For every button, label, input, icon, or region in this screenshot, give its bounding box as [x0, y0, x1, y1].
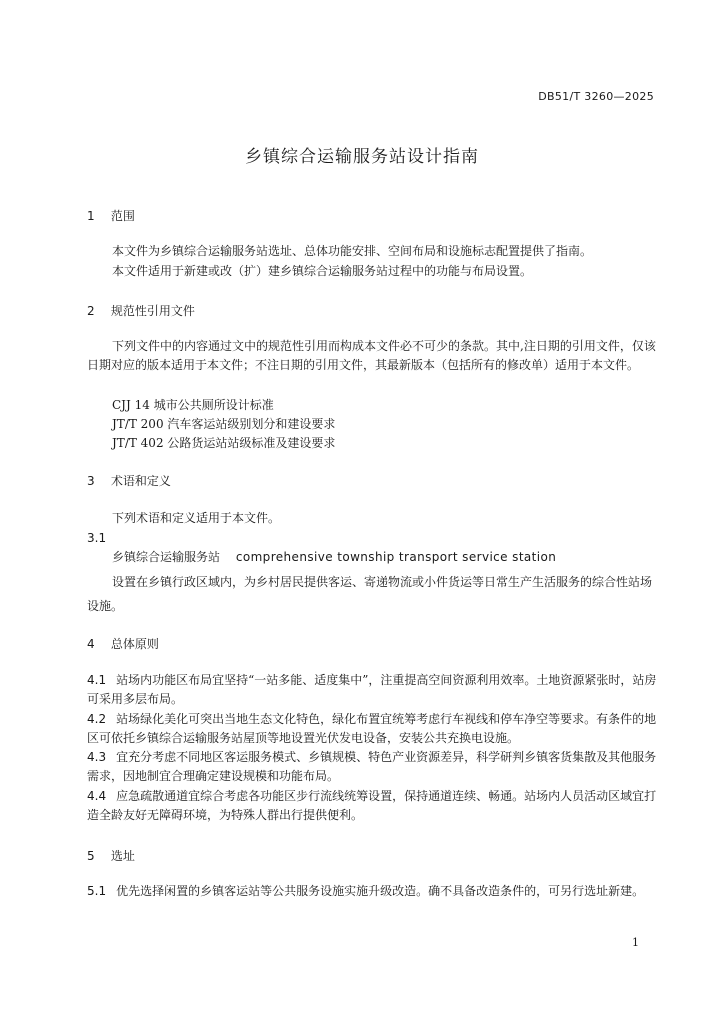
term-entry	[87, 548, 682, 567]
clause-text: 站场绿化美化可突出当地生态文化特色，绿化布置宜统筹考虑行车视线和停车净空等要求。有条件的地区可依托乡镇综合运输服务站屋顶等地设置光伏发电设备，安装公共充换电设施。	[87, 712, 657, 745]
clause	[87, 710, 657, 748]
section-heading-5	[87, 847, 135, 864]
paragraph: 本文件适用于新建或改（扩）建乡镇综合运输服务站过程中的功能与布局设置。	[112, 264, 533, 278]
term-chinese: 乡镇综合运输服务站	[112, 550, 221, 564]
reference-item: CJJ 14 城市公共厕所设计标准	[112, 398, 274, 412]
clause	[87, 671, 657, 709]
section-number: 3	[87, 474, 95, 488]
reference-item: JT/T 402 公路货运站站级标准及建设要求	[112, 436, 336, 450]
section-title: 总体原则	[110, 637, 159, 651]
page-number: 1	[632, 936, 639, 949]
paragraph: 下列术语和定义适用于本文件。	[112, 511, 281, 525]
paragraph: 下列文件中的内容通过文中的规范性引用而构成本文件必不可少的条款。其中,注日期的引用文件，仅该日期对应的版本适用于本文件；不注日期的引用文件，其最新版本（包括所有的修改单）适用于本文件。	[87, 339, 656, 372]
reference-item: JT/T 200 汽车客运站级别划分和建设要求	[112, 417, 336, 431]
section-number: 4	[87, 637, 95, 651]
clause	[87, 882, 657, 901]
clause-text: 站场内功能区布局宜坚持“一站多能、适度集中”，注重提高空间资源利用效率。土地资源紧张时，站房可采用多层布局。	[87, 673, 657, 706]
clause-text: 宜充分考虑不同地区客运服务模式、乡镇规模、特色产业资源差异，科学研判乡镇客货集散及其他服务需求，因地制宜合理确定建设规模和功能布局。	[87, 750, 657, 783]
section-number: 1	[87, 209, 95, 223]
section-title: 规范性引用文件	[110, 304, 195, 318]
section-title: 选址	[110, 849, 135, 863]
section-number: 5	[87, 849, 95, 863]
term-english: comprehensive township transport service station	[235, 550, 557, 564]
section-heading-2	[87, 302, 195, 319]
section-heading-3	[87, 472, 171, 489]
term-definition: 设置在乡镇行政区域内，为乡村居民提供客运、寄递物流或小件货运等日常生产生活服务的综合性站场设施。	[87, 575, 653, 613]
section-title: 范围	[110, 209, 135, 223]
clause	[87, 787, 657, 825]
section-number: 2	[87, 304, 95, 318]
section-heading-1	[87, 207, 135, 224]
clause-text: 应急疏散通道宜综合考虑各功能区步行流线统筹设置，保持通道连续、畅通。站场内人员活动区域宜打造全龄友好无障碍环境，为特殊人群出行提供便利。	[87, 789, 657, 822]
standard-id: DB51/T 3260—2025	[538, 90, 654, 103]
clause-number: 4.1	[87, 673, 107, 687]
clause-number: 4.2	[87, 712, 107, 726]
clause-text: 优先选择闲置的乡镇客运站等公共服务设施实施升级改造。确不具备改造条件的，可另行选址新建。	[116, 884, 645, 898]
paragraph: 本文件为乡镇综合运输服务站选址、总体功能安排、空间布局和设施标志配置提供了指南。	[112, 244, 593, 258]
clause	[87, 748, 657, 786]
clause-number: 4.4	[87, 789, 107, 803]
clause-number: 4.3	[87, 750, 107, 764]
section-heading-4	[87, 635, 159, 652]
section-title: 术语和定义	[110, 474, 171, 488]
term-number: 3.1	[87, 531, 107, 545]
clause-number: 5.1	[87, 884, 107, 898]
document-title: 乡镇综合运输服务站设计指南	[245, 147, 479, 167]
